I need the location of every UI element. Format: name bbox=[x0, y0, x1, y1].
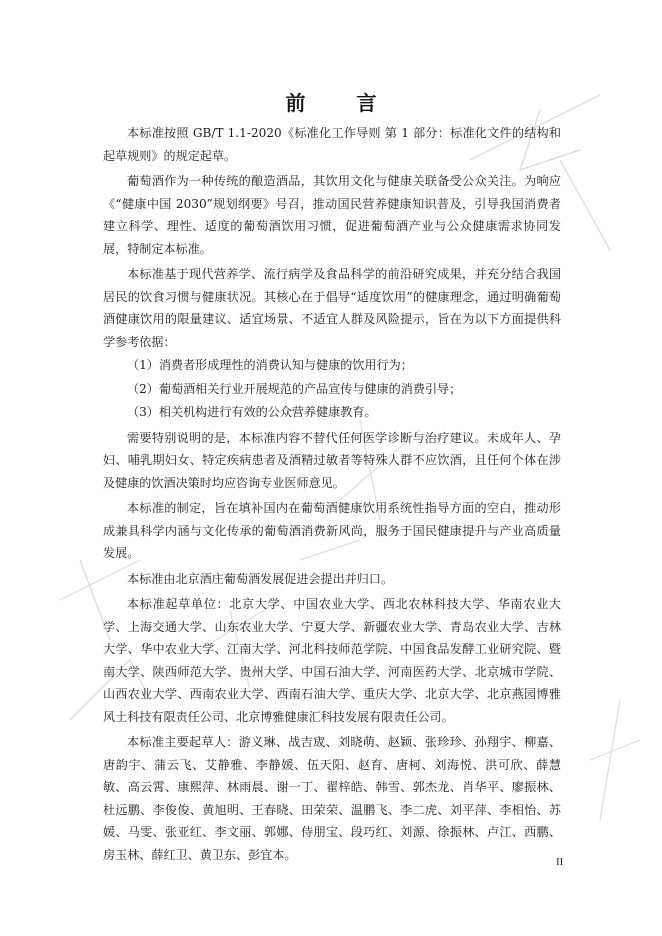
paragraph-purpose: 本标准基于现代营养学、流行病学及食品科学的前沿研究成果，并充分结合我国居民的饮食习惯与健康状况。其核心在于倡导“适度饮用”的健康理念，通过明确葡萄酒健康饮用的限量建议、适宜场景、不适宜人群及风险提示，旨在为以下方面提供科学参考依据： bbox=[103, 267, 561, 349]
page-number: II bbox=[556, 856, 564, 868]
paragraph-disclaimer: 需要特别说明的是，本标准内容不替代任何医学诊断与治疗建议。未成年人、孕妇、哺乳期妇女、特定疾病患者及酒精过敏者等特殊人群不应饮酒，且任何个体在涉及健康的饮酒决策时均应咨询专业医师意见。 bbox=[103, 430, 561, 490]
paragraph-drafting-units: 本标准起草单位：北京大学、中国农业大学、西北农林科技大学、华南农业大学、上海交通大学、山东农业大学、宁夏大学、新疆农业大学、青岛农业大学、吉林大学、华中农业大学、江南大学、河北科技师范学院、中国食品发酵工业研究院、暨南大学、陕西师范大学、贵州大学、中国石油大学、河南医药大学、北京城市学院、山西农业大学、西南农业大学、西南石油大学、重庆大学、北京大学、北京燕园博雅风土科技有限责任公司、北京博雅健康汇科技发展有限责任公司。 bbox=[103, 597, 561, 724]
list-item: （1）消费者形成理性的消费认知与健康的饮用行为； bbox=[127, 358, 413, 372]
page-title: 前 言 bbox=[285, 91, 399, 115]
list-item: （3）相关机构进行有效的公众营养健康教育。 bbox=[127, 405, 377, 419]
paragraph-background: 葡萄酒作为一种传统的酿造酒品，其饮用文化与健康关联备受公众关注。为响应《“健康中国 2030”规划纲要》号召，推动国民营养健康知识普及，引导我国消费者建立科学、理性、适度的葡萄酒饮用习惯，促进葡萄酒产业与公众健康需求协同发展，特制定本标准。 bbox=[103, 174, 561, 256]
paragraph-drafting-rules: 本标准按照 GB/T 1.1-2020《标准化工作导则 第 1 部分：标准化文件的结构和起草规则》的规定起草。 bbox=[103, 126, 561, 163]
paragraph-drafters: 本标准主要起草人：游义琳、战吉宬、刘晓萌、赵颖、张珍珍、孙翔宇、柳嘉、唐韵宇、蒲云飞、艾静雅、李静媛、伍天阳、赵育、唐柯、刘海悦、洪可欣、薛慧敏、高云霄、康熙萍、林雨晨、谢一丁、翟梓皓、韩雪、郭杰龙、肖华平、廖振林、杜远鹏、李俊俊、黄旭明、王春晓、田荣荣、温鹏飞、李二虎、刘平萍、李相怡、苏媛、马雯、张亚红、李文丽、郭娜、侍朋宝、段巧红、刘源、徐振林、卢江、西鹏、房玉林、薛红卫、黄卫东、彭宜本。 bbox=[103, 735, 561, 862]
body-text bbox=[103, 122, 564, 868]
list-item: （2）葡萄酒相关行业开展规范的产品宣传与健康的消费引导； bbox=[127, 381, 462, 396]
paragraph-significance: 本标准的制定，旨在填补国内在葡萄酒健康饮用系统性指导方面的空白，推动形成兼具科学内涵与文化传承的葡萄酒消费新风尚，服务于国民健康提升与产业高质量发展。 bbox=[103, 501, 561, 560]
paragraph-proposer: 本标准由北京酒庄葡萄酒发展促进会提出并归口。 bbox=[127, 571, 394, 586]
